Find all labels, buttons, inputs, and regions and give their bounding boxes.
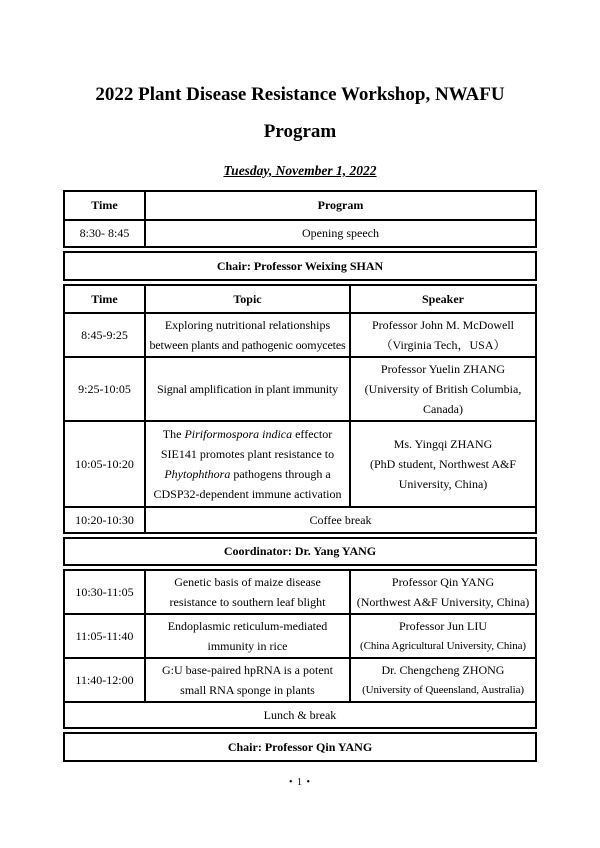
time-value: 9:25-10:05	[78, 381, 131, 396]
speaker-cell	[349, 615, 535, 657]
time-cell	[65, 358, 144, 420]
time-value: 8:45-9:25	[81, 327, 128, 342]
speaker-header-cell	[349, 286, 535, 312]
topic-line: CDSP32-dependent immune activation	[153, 486, 342, 501]
talk-row	[65, 613, 535, 657]
chair-row-block	[63, 732, 537, 762]
time-header-cell	[65, 286, 144, 312]
time-value: 11:40-12:00	[75, 672, 134, 687]
speaker-line: Professor Qin YANG	[391, 574, 495, 589]
document-subtitle: Program	[263, 120, 337, 142]
topic-line: resistance to southern leaf blight	[169, 594, 326, 609]
topic-line: Signal amplification in plant immunity	[157, 381, 338, 396]
talk-row	[65, 571, 535, 613]
time-cell	[65, 659, 144, 701]
table-header-row	[65, 286, 535, 312]
topic-cell	[144, 659, 349, 701]
time-value: 10:20-10:30	[75, 512, 134, 527]
speaker-line: (University of Queensland, Australia)	[362, 683, 524, 696]
speaker-line: Canada)	[423, 401, 463, 416]
speaker-line: University, China)	[398, 476, 488, 491]
table-row	[65, 219, 535, 246]
page-number: • 1 •	[288, 777, 311, 788]
topic-line: Genetic basis of maize disease	[174, 574, 321, 589]
speaker-line: Dr. Chengcheng ZHONG	[381, 662, 505, 677]
time-cell	[65, 508, 144, 532]
speaker-line: Professor Yuelin ZHANG	[380, 361, 506, 376]
table-header-row	[65, 192, 535, 219]
species-name-italic: Piriformospora indica	[184, 426, 293, 441]
speaker-line: (PhD student, Northwest A&F	[369, 456, 516, 471]
session2-table	[63, 569, 537, 729]
topic-line: immunity in rice	[207, 638, 288, 653]
program-header-cell	[144, 192, 535, 219]
break-label: Coffee break	[309, 512, 372, 527]
topic-cell	[144, 571, 349, 613]
page-content	[63, 0, 537, 762]
time-header-label: Time	[91, 198, 118, 213]
time-value: 8:30- 8:45	[79, 226, 130, 241]
topic-line: G:U base-paired hpRNA is a potent	[162, 662, 333, 677]
talk-row	[65, 356, 535, 420]
chair-cell	[65, 734, 535, 760]
time-cell	[65, 422, 144, 506]
coordinator-cell	[65, 539, 535, 564]
time-cell	[65, 221, 144, 246]
coordinator-label: Coordinator: Dr. Yang YANG	[223, 544, 377, 559]
speaker-cell	[349, 314, 535, 356]
topic-line	[164, 464, 330, 484]
speaker-cell	[349, 358, 535, 420]
topic-cell	[144, 358, 349, 420]
session1-table	[63, 284, 537, 534]
document-title: 2022 Plant Disease Resistance Workshop, NWAFU	[95, 84, 505, 105]
topic-header-label: Topic	[233, 291, 262, 306]
chair-cell	[65, 253, 535, 279]
program-value: Opening speech	[302, 226, 379, 241]
break-cell	[144, 508, 535, 532]
break-label: Lunch & break	[263, 707, 337, 722]
program-header-label: Program	[317, 198, 364, 213]
speaker-cell	[349, 659, 535, 701]
speaker-cell	[349, 422, 535, 506]
coordinator-row	[65, 539, 535, 564]
chair-row	[65, 253, 535, 279]
speaker-line: Professor Jun LIU	[399, 618, 487, 633]
topic-line: small RNA sponge in plants	[180, 682, 315, 697]
topic-line: between plants and pathogenic oomycetes	[149, 337, 346, 352]
speaker-line: (China Agricultural University, China)	[360, 639, 526, 652]
talk-row	[65, 420, 535, 506]
time-cell	[65, 314, 144, 356]
speaker-line: （Virginia Tech，USA）	[380, 337, 506, 352]
talk-row	[65, 312, 535, 356]
topic-line: SIE141 promotes plant resistance to	[160, 446, 335, 461]
speaker-line: Ms. Yingqi ZHANG	[393, 436, 493, 451]
topic-header-cell	[144, 286, 349, 312]
species-name-italic: Phytophthora	[164, 466, 231, 481]
time-header-label: Time	[91, 291, 118, 306]
time-value: 10:05-10:20	[75, 456, 134, 471]
topic-text: pathogens through a	[230, 466, 331, 481]
topic-cell	[144, 422, 349, 506]
time-cell	[65, 571, 144, 613]
topic-line	[163, 424, 332, 444]
speaker-line: (Northwest A&F University, China)	[356, 594, 530, 609]
speaker-line: (University of British Columbia,	[364, 381, 522, 396]
date-heading: Tuesday, November 1, 2022	[223, 162, 377, 178]
coffee-break-row	[65, 506, 535, 532]
speaker-cell	[349, 571, 535, 613]
time-value: 10:30-11:05	[75, 584, 134, 599]
chair-label: Chair: Professor Weixing SHAN	[216, 258, 384, 273]
opening-table	[63, 190, 537, 248]
topic-cell	[144, 314, 349, 356]
program-cell	[144, 221, 535, 246]
time-value: 11:05-11:40	[75, 628, 134, 643]
topic-cell	[144, 615, 349, 657]
break-cell	[65, 703, 535, 727]
topic-line: Exploring nutritional relationships	[164, 317, 331, 332]
chair-row	[65, 734, 535, 760]
topic-text: effector	[292, 426, 333, 441]
topic-text: The	[162, 426, 185, 441]
speaker-line: Professor John M. McDowell	[372, 317, 514, 332]
chair-label: Chair: Professor Qin YANG	[227, 739, 373, 754]
speaker-header-label: Speaker	[422, 291, 464, 306]
time-header-cell	[65, 192, 144, 219]
coordinator-row-block	[63, 537, 537, 566]
lunch-break-row	[65, 701, 535, 727]
time-cell	[65, 615, 144, 657]
topic-line: Endoplasmic reticulum-mediated	[167, 618, 328, 633]
chair-row-block	[63, 251, 537, 281]
talk-row	[65, 657, 535, 701]
